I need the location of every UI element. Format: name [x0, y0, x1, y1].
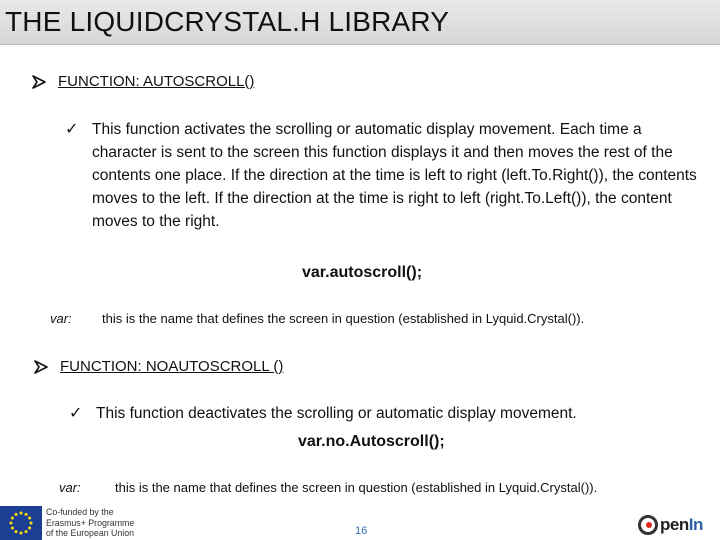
eu-text-line: Erasmus+ Programme [46, 517, 135, 528]
page-title: THE LIQUIDCRYSTAL.H LIBRARY [5, 6, 450, 37]
logo-text-pen: pen [660, 515, 689, 534]
param-name: var: [59, 480, 81, 495]
param-description: this is the name that defines the screen in question (established in Lyquid.Crystal()). [102, 311, 585, 326]
description-item-noautoscroll [69, 402, 706, 425]
description-text: This function deactivates the scrolling or automatic display movement. [96, 405, 577, 422]
param-row-autoscroll [50, 311, 584, 326]
section-heading-autoscroll [32, 73, 254, 90]
param-name: var: [50, 311, 72, 326]
eu-flag-icon [0, 506, 42, 540]
checkmark-icon: ✓ [65, 121, 79, 138]
param-description: this is the name that defines the screen in question (established in Lyquid.Crystal()). [115, 480, 598, 495]
page-number: 16 [355, 525, 368, 537]
openin-logo-icon [638, 512, 718, 538]
eu-text-line: of the European Union [46, 528, 135, 539]
section-heading-text: FUNCTION: AUTOSCROLL() [58, 73, 255, 90]
code-snippet-autoscroll: var.autoscroll(); [302, 264, 423, 281]
description-item-autoscroll [65, 118, 702, 233]
eu-text-line: Co-funded by the [46, 507, 114, 518]
eu-cofunding-badge [0, 506, 160, 540]
logo-text-in: In [688, 515, 703, 534]
arrow-bullet-icon [32, 75, 48, 89]
arrow-bullet-icon [34, 360, 50, 374]
eu-cofunding-text [46, 507, 134, 539]
section-heading-noautoscroll [34, 358, 283, 375]
logo-text [660, 515, 703, 535]
description-text: This function activates the scrolling or automatic display movement. Each time a character is sent to the screen this function displays it and then moves the rest of the contents one place. If the direction at the time is left to right (left.To.Right()), the contents moves to the left. If the direction at the time is right to left (right.To.Left()), the content moves to the right. [92, 121, 697, 230]
logo-o-mark [638, 515, 658, 535]
title-bar [0, 0, 720, 45]
section-heading-text: FUNCTION: NOAUTOSCROLL () [60, 358, 284, 375]
param-row-noautoscroll [59, 480, 597, 495]
code-snippet-noautoscroll: var.no.Autoscroll(); [298, 433, 445, 450]
checkmark-icon: ✓ [69, 405, 83, 422]
